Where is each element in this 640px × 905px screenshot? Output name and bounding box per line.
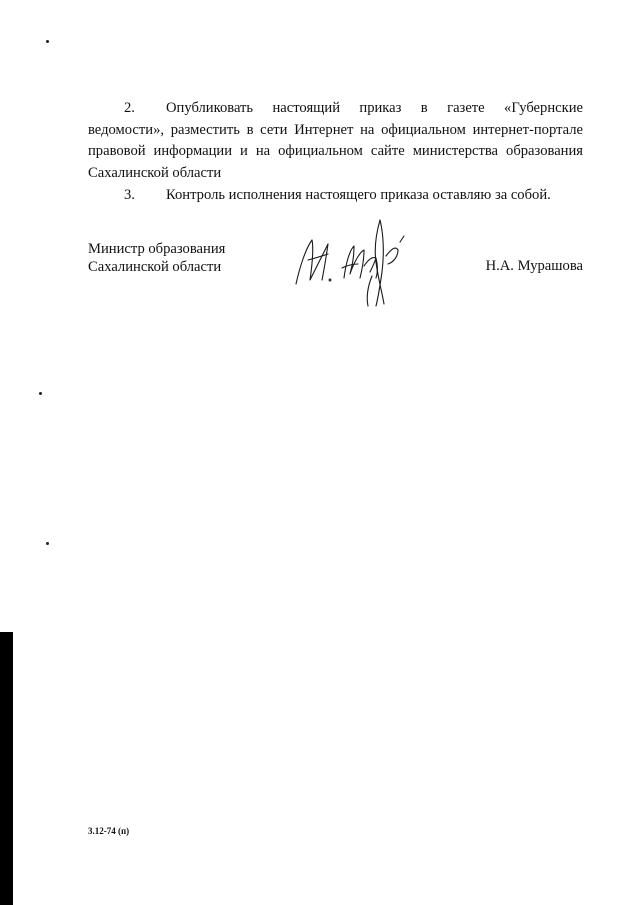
scan-speck bbox=[46, 542, 49, 545]
item-text: Опубликовать настоящий приказ в газете «Губернские ведомости», разместить в сети Интернет на официальном интернет-портале правовой информации и на официальном сайте министерства образования Сахалинской области bbox=[88, 100, 583, 181]
order-item-2 bbox=[88, 98, 583, 184]
signer-position bbox=[88, 240, 225, 276]
signature-block bbox=[88, 240, 583, 310]
item-number: 2. bbox=[124, 100, 135, 116]
signer-position-line-1: Министр образования bbox=[88, 241, 226, 257]
order-item-3 bbox=[88, 185, 583, 207]
item-text: Контроль исполнения настоящего приказа оставляю за собой. bbox=[166, 187, 551, 203]
scan-edge-shadow bbox=[0, 632, 13, 905]
document-footer-code: 3.12-74 (п) bbox=[88, 826, 130, 836]
item-number: 3. bbox=[124, 187, 135, 203]
handwritten-signature bbox=[288, 206, 428, 316]
scan-speck bbox=[39, 392, 42, 395]
signer-name: Н.А. Мурашова bbox=[485, 258, 583, 274]
signer-position-line-2: Сахалинской области bbox=[88, 259, 222, 275]
scan-speck bbox=[46, 40, 49, 43]
